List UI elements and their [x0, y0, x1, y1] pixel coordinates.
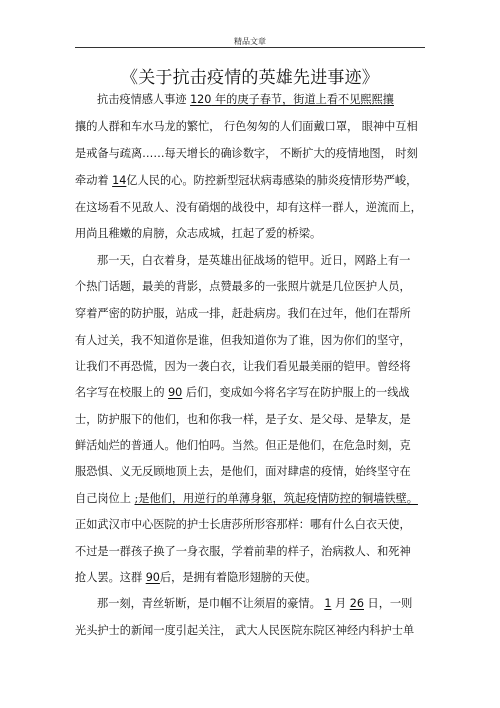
- paragraph-line: 那一天，白衣着身，是英雄出征战场的铠甲。近日，网路上有一: [97, 254, 411, 267]
- paragraph-line: 在这场看不见敌人、没有硝烟的战役中，却有这样一群人，逆流而上，: [75, 201, 422, 214]
- paragraph-line: 自己岗位上 ;是他们，用逆行的单薄身躯，筑起疫情防控的铜墙铁壁。: [75, 492, 418, 505]
- paragraph-line: 个热门话题，最美的背影，点赞最多的一张照片就是几位医护人员，: [75, 280, 411, 293]
- paragraph-line: 抢人罢。这群 90后，是拥有着隐形翅膀的天使。: [75, 571, 317, 584]
- paragraph-line: 是戒备与疏离……每天增长的确诊数字， 不断扩大的疫情地图， 时刻: [75, 147, 418, 160]
- paragraph-line: 让我们不再恐慌，因为一袭白衣，让我们看见最美丽的铠甲。曾经将: [75, 360, 411, 373]
- paragraph-line: 牵动着 14亿人民的心。防控新型冠状病毒感染的肺炎疫情形势严峻，: [75, 174, 418, 187]
- paragraph-line: 那一刻，青丝斩断，是巾帼不让须眉的豪情。 1 月 26 日，一则: [97, 597, 413, 610]
- paragraph-line: 有人过关，我不知道你是谁，但我知道你为了谁，因为你们的坚守，: [75, 334, 411, 347]
- document-title: 《关于抗击疫情的英雄先进事迹》: [121, 68, 379, 88]
- paragraph-line: 穿着严密的防护服，站成一排，赶赴病房。我们在过年，他们在帮所: [75, 307, 411, 320]
- paragraph-line: 鲜活灿烂的普通人。他们怕吗。当然。但正是他们，在危急时刻，克: [75, 439, 411, 452]
- paragraph-line: 正如武汉市中心医院的护士长唐莎所形容那样：哪有什么白衣天使，: [75, 518, 411, 531]
- header-rule: [75, 47, 425, 48]
- paragraph-line: 用尚且稚嫩的肩膀，众志成城，扛起了爱的桥梁。: [75, 227, 322, 240]
- paragraph-line: 士，防护服下的他们，也和你我一样，是子女、是父母、是挚友，是: [75, 413, 411, 426]
- page-header: 精品文章: [234, 37, 266, 46]
- paragraph-line: 服恐惧、义无反顾地顶上去，是他们，面对肆虐的疫情，始终坚守在: [75, 465, 411, 478]
- paragraph-line: 不过是一群孩子换了一身衣服，学着前辈的样子，治病救人、和死神: [75, 545, 411, 558]
- paragraph-line: 攘的人群和车水马龙的繁忙， 行色匆匆的人们面戴口罩， 眼神中互相: [75, 120, 418, 133]
- paragraph-line: 光头护士的新闻一度引起关注， 武大人民医院东院区神经内科护士单: [75, 624, 415, 637]
- paragraph-line: 名字写在校服上的 90 后们，变成如今将名字写在防护服上的一线战: [75, 386, 410, 399]
- paragraph-line: 抗击疫情感人事迹 120 年的庚子春节，街道上看不见熙熙攘: [97, 93, 394, 106]
